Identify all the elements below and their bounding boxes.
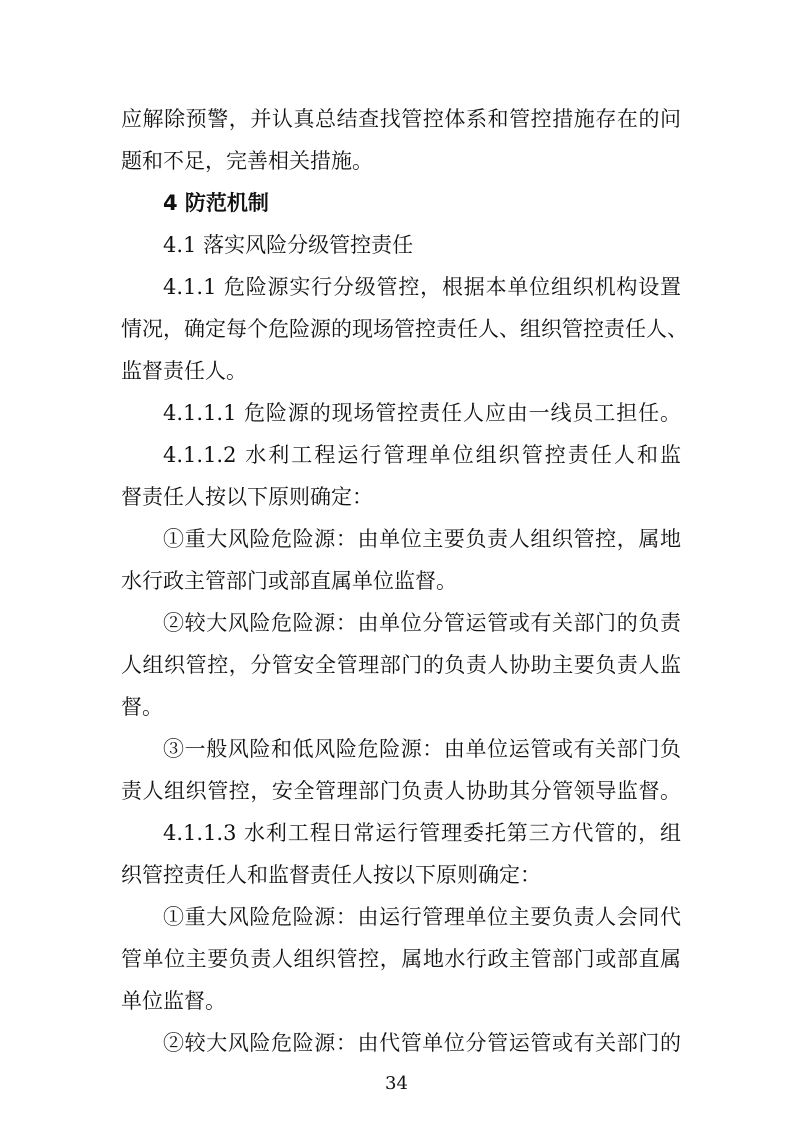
paragraph-line: 情况，确定每个危险源的现场管控责任人、组织管控责任人、	[121, 317, 688, 341]
paragraph-line: 4.1.1 危险源实行分级管控，根据本单位组织机构设置	[163, 275, 681, 299]
paragraph-line: 督责任人按以下原则确定：	[121, 485, 373, 509]
paragraph-line: 督。	[121, 695, 163, 719]
paragraph-line: 应解除预警，并认真总结查找管控体系和管控措施存在的问	[121, 107, 681, 131]
paragraph-line: 人组织管控，分管安全管理部门的负责人协助主要负责人监	[121, 653, 681, 677]
section-heading: 4 防范机制	[163, 191, 269, 215]
paragraph-line: ①重大风险危险源：由运行管理单位主要负责人会同代	[163, 905, 681, 929]
paragraph-line: 单位监督。	[121, 989, 226, 1013]
paragraph-line: 管单位主要负责人组织管控，属地水行政主管部门或部直属	[121, 947, 681, 971]
paragraph-line: 4.1.1.2 水利工程运行管理单位组织管控责任人和监	[163, 443, 681, 467]
paragraph-line: 题和不足，完善相关措施。	[121, 149, 373, 173]
paragraph-line: 4.1.1.3 水利工程日常运行管理委托第三方代管的，组	[163, 821, 681, 845]
paragraph-line: 责人组织管控，安全管理部门负责人协助其分管领导监督。	[121, 779, 681, 803]
paragraph-line: 监督责任人。	[121, 359, 247, 383]
page-number: 34	[385, 1073, 408, 1094]
paragraph-line: 4.1.1.1 危险源的现场管控责任人应由一线员工担任。	[163, 401, 681, 425]
paragraph-line: 水行政主管部门或部直属单位监督。	[121, 569, 457, 593]
subsection-heading: 4.1 落实风险分级管控责任	[163, 233, 414, 257]
paragraph-line: ②较大风险危险源：由单位分管运管或有关部门的负责	[163, 611, 681, 635]
paragraph-line: ②较大风险危险源：由代管单位分管运管或有关部门的	[163, 1031, 681, 1055]
paragraph-line: ③一般风险和低风险危险源：由单位运管或有关部门负	[163, 737, 681, 761]
paragraph-line: ①重大风险危险源：由单位主要负责人组织管控，属地	[163, 527, 681, 551]
paragraph-line: 织管控责任人和监督责任人按以下原则确定：	[121, 863, 541, 887]
